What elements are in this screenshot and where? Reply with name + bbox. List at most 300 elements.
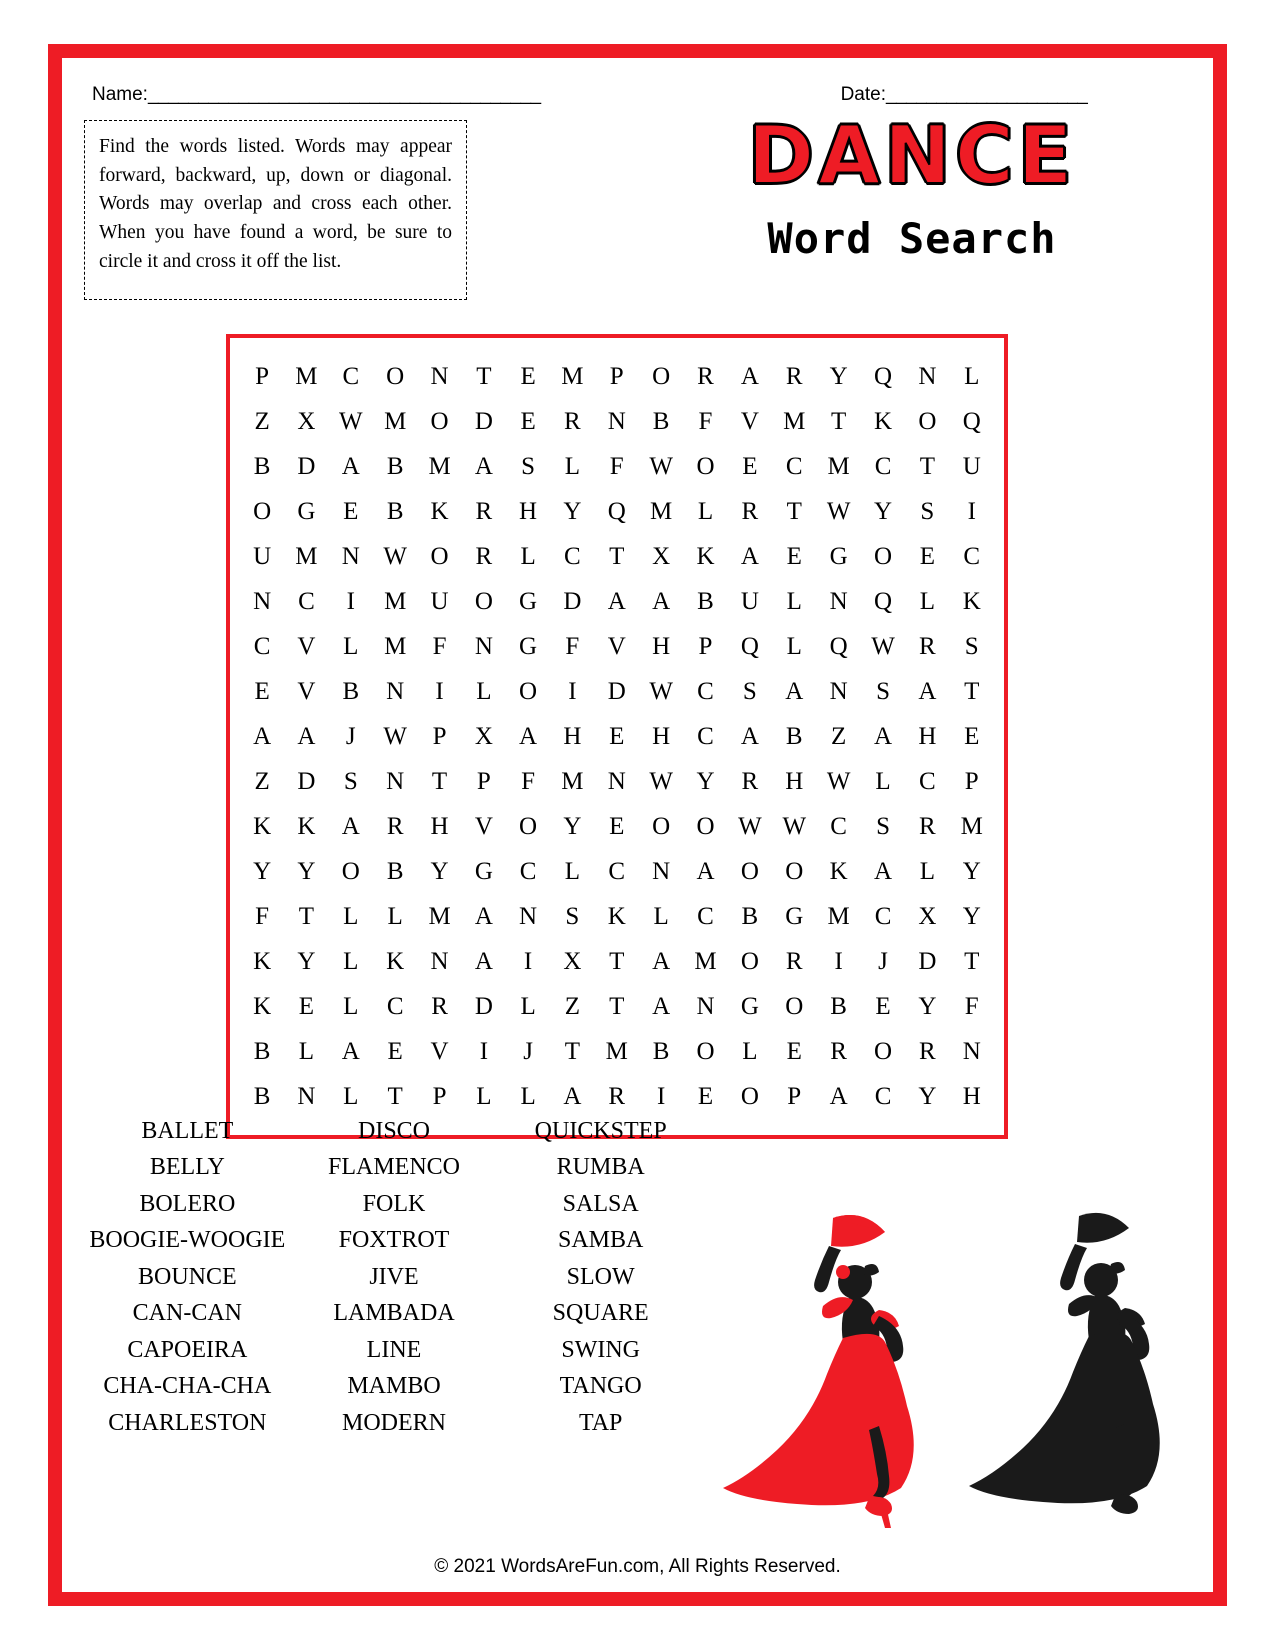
grid-cell[interactable]: Z [254,767,270,795]
grid-cell[interactable]: Y [563,497,582,525]
grid-cell[interactable]: A [519,722,538,750]
grid-cell[interactable]: C [253,632,271,660]
grid-cell[interactable]: Q [829,632,848,660]
grid-cell[interactable]: S [343,767,358,795]
grid-cell[interactable]: A [874,722,893,750]
grid-cell[interactable]: D [474,407,493,435]
grid-cell[interactable]: B [342,677,360,705]
grid-cell[interactable]: G [297,497,316,525]
grid-cell[interactable]: C [608,857,626,885]
grid-cell[interactable]: H [785,767,804,795]
grid-cell[interactable]: A [918,677,937,705]
grid-cell[interactable]: D [607,677,626,705]
word-list-item[interactable]: BOUNCE [138,1263,237,1290]
grid-cell[interactable]: M [428,452,451,480]
grid-cell[interactable]: H [430,812,449,840]
grid-cell[interactable]: W [738,812,762,840]
word-list-item[interactable]: SWING [561,1336,640,1363]
grid-cell[interactable]: K [829,857,848,885]
grid-cell[interactable]: R [785,362,803,390]
grid-cell[interactable]: Y [962,902,981,930]
grid-cell[interactable]: Y [874,497,893,525]
grid-cell[interactable]: F [521,767,536,795]
grid-cell[interactable]: O [386,362,405,390]
word-list-item[interactable]: CHARLESTON [108,1409,267,1436]
grid-cell[interactable]: I [967,497,976,525]
grid-cell[interactable]: T [609,947,625,975]
grid-cell[interactable]: I [656,1082,666,1110]
word-list-item[interactable]: SAMBA [558,1227,644,1254]
grid-cell[interactable]: K [253,812,272,840]
grid-cell[interactable]: R [608,1082,626,1110]
grid-cell[interactable]: Y [253,857,272,885]
grid-cell[interactable]: K [874,407,893,435]
grid-cell[interactable]: P [255,362,270,390]
grid-cell[interactable]: C [697,722,714,750]
grid-cell[interactable]: N [430,947,449,975]
grid-cell[interactable]: L [298,1037,315,1065]
grid-cell[interactable]: Y [297,947,316,975]
grid-cell[interactable]: O [874,1037,893,1065]
grid-cell[interactable]: M [694,947,717,975]
grid-cell[interactable]: Y [563,812,582,840]
grid-cell[interactable]: O [341,857,360,885]
grid-cell[interactable]: T [609,992,625,1020]
grid-cell[interactable]: F [964,992,979,1020]
grid-cell[interactable]: O [696,812,715,840]
grid-cell[interactable]: S [521,452,536,480]
grid-cell[interactable]: C [386,992,404,1020]
grid-cell[interactable]: B [386,497,404,525]
grid-cell[interactable]: Y [696,767,715,795]
grid-cell[interactable]: L [520,542,536,570]
grid-cell[interactable]: V [740,407,759,435]
grid-cell[interactable]: X [474,722,493,750]
grid-cell[interactable]: T [564,1037,581,1065]
grid-cell[interactable]: D [474,992,493,1020]
grid-cell[interactable]: C [697,677,714,705]
grid-cell[interactable]: I [834,947,843,975]
grid-cell[interactable]: S [876,677,890,705]
grid-cell[interactable]: O [740,947,759,975]
grid-cell[interactable]: W [649,767,673,795]
grid-cell[interactable]: B [830,992,847,1020]
grid-cell[interactable]: O [696,1037,715,1065]
grid-cell[interactable]: E [343,497,359,525]
grid-cell[interactable]: X [652,542,671,570]
grid-cell[interactable]: A [341,452,360,480]
grid-cell[interactable]: W [871,632,895,660]
grid-cell[interactable]: A [607,587,626,615]
grid-cell[interactable]: M [561,767,584,795]
grid-cell[interactable]: R [386,812,404,840]
grid-cell[interactable]: E [254,677,270,705]
grid-cell[interactable]: R [475,542,493,570]
word-list-item[interactable]: LAMBADA [333,1300,455,1327]
word-list-item[interactable]: BELLY [149,1154,225,1181]
grid-cell[interactable]: E [919,542,935,570]
grid-cell[interactable]: A [341,1037,360,1065]
grid-cell[interactable]: T [431,767,448,795]
grid-cell[interactable]: P [476,767,491,795]
grid-cell[interactable]: V [430,1037,449,1065]
grid-cell[interactable]: A [785,677,804,705]
grid-cell[interactable]: A [652,587,671,615]
grid-cell[interactable]: O [519,812,538,840]
grid-cell[interactable]: J [878,947,888,975]
grid-cell[interactable]: W [383,542,407,570]
grid-cell[interactable]: A [297,722,316,750]
grid-cell[interactable]: C [874,452,892,480]
grid-cell[interactable]: D [297,452,316,480]
grid-cell[interactable]: L [476,677,492,705]
grid-cell[interactable]: C [697,902,714,930]
grid-cell[interactable]: L [564,857,581,885]
grid-cell[interactable]: B [253,1037,271,1065]
grid-cell[interactable]: S [876,812,890,840]
grid-cell[interactable]: Y [297,857,316,885]
grid-cell[interactable]: L [343,632,359,660]
grid-cell[interactable]: C [342,362,360,390]
grid-cell[interactable]: K [962,587,981,615]
grid-cell[interactable]: N [607,407,626,435]
grid-cell[interactable]: R [564,407,581,435]
grid-cell[interactable]: V [297,677,316,705]
word-list-item[interactable]: CAPOEIRA [127,1336,248,1363]
grid-cell[interactable]: N [386,677,405,705]
grid-cell[interactable]: L [520,992,536,1020]
grid-cell[interactable]: N [962,1037,981,1065]
grid-cell[interactable]: D [563,587,582,615]
grid-cell[interactable]: O [696,452,715,480]
grid-cell[interactable]: L [875,767,891,795]
grid-cell[interactable]: M [783,407,806,435]
grid-cell[interactable]: N [341,542,360,570]
grid-cell[interactable]: Z [564,992,581,1020]
grid-cell[interactable]: H [652,722,671,750]
grid-cell[interactable]: A [253,722,272,750]
grid-cell[interactable]: L [343,992,359,1020]
grid-cell[interactable]: O [874,542,893,570]
grid-cell[interactable]: C [564,542,581,570]
grid-cell[interactable]: M [605,1037,628,1065]
grid-cell[interactable]: L [742,1037,758,1065]
grid-cell[interactable]: A [696,857,715,885]
grid-cell[interactable]: B [386,452,404,480]
grid-cell[interactable]: B [652,407,670,435]
grid-cell[interactable]: L [697,497,714,525]
grid-cell[interactable]: G [740,992,759,1020]
grid-cell[interactable]: R [919,1037,936,1065]
grid-cell[interactable]: E [697,1082,714,1110]
grid-cell[interactable]: C [298,587,315,615]
grid-cell[interactable]: U [253,542,272,570]
grid-cell[interactable]: U [962,452,981,480]
grid-cell[interactable]: Y [829,362,848,390]
grid-cell[interactable]: I [435,677,444,705]
grid-cell[interactable]: T [298,902,315,930]
grid-cell[interactable]: L [343,947,359,975]
name-field[interactable] [92,84,541,106]
grid-cell[interactable]: B [386,857,404,885]
grid-cell[interactable]: E [742,452,758,480]
word-list-item[interactable]: BOLERO [139,1190,236,1217]
grid-cell[interactable]: H [918,722,937,750]
grid-cell[interactable]: P [698,632,713,660]
grid-cell[interactable]: E [520,362,536,390]
grid-cell[interactable]: M [384,407,407,435]
word-list-item[interactable]: QUICKSTEP [534,1118,667,1144]
grid-cell[interactable]: X [918,902,937,930]
grid-cell[interactable]: S [920,497,935,525]
grid-cell[interactable]: E [298,992,315,1020]
date-field[interactable] [841,84,1088,106]
grid-cell[interactable]: T [786,497,802,525]
grid-cell[interactable]: O [918,407,937,435]
grid-cell[interactable]: N [386,767,405,795]
grid-cell[interactable]: L [520,1082,536,1110]
grid-cell[interactable]: D [297,767,316,795]
grid-cell[interactable]: W [383,722,407,750]
grid-cell[interactable]: P [432,722,447,750]
grid-cell[interactable]: Y [962,857,981,885]
grid-cell[interactable]: V [297,632,316,660]
grid-cell[interactable]: N [474,632,493,660]
grid-cell[interactable]: R [697,362,714,390]
grid-cell[interactable]: A [474,452,493,480]
grid-cell[interactable]: Y [430,857,449,885]
grid-cell[interactable]: P [432,1082,447,1110]
grid-cell[interactable]: T [609,542,625,570]
grid-cell[interactable]: N [652,857,671,885]
grid-cell[interactable]: S [742,677,757,705]
grid-cell[interactable]: R [830,1037,847,1065]
grid-cell[interactable]: R [741,767,759,795]
word-list-item[interactable]: TANGO [559,1373,642,1400]
grid-cell[interactable]: X [297,407,316,435]
grid-cell[interactable]: R [741,497,759,525]
grid-cell[interactable]: O [474,587,493,615]
grid-cell[interactable]: P [964,767,979,795]
grid-cell[interactable]: Q [962,407,981,435]
grid-cell[interactable]: O [652,812,671,840]
grid-cell[interactable]: N [829,587,848,615]
grid-cell[interactable]: G [474,857,493,885]
word-list-item[interactable]: DISCO [358,1118,431,1144]
grid-cell[interactable]: N [829,677,848,705]
grid-cell[interactable]: K [253,992,272,1020]
grid-cell[interactable]: O [519,677,538,705]
grid-cell[interactable]: M [428,902,451,930]
grid-cell[interactable]: P [787,1082,802,1110]
grid-cell[interactable]: I [479,1037,489,1065]
grid-cell[interactable]: J [523,1037,533,1065]
word-list-item[interactable]: BALLET [141,1118,234,1144]
grid-cell[interactable]: N [253,587,272,615]
grid-cell[interactable]: R [431,992,448,1020]
grid-cell[interactable]: F [432,632,447,660]
grid-cell[interactable]: A [740,722,759,750]
word-list-item[interactable]: FOXTROT [338,1227,450,1254]
grid-cell[interactable]: U [430,587,449,615]
word-list-item[interactable]: MAMBO [347,1373,441,1400]
grid-cell[interactable]: O [785,992,804,1020]
grid-cell[interactable]: R [919,812,936,840]
grid-cell[interactable]: H [962,1082,981,1110]
grid-cell[interactable]: A [740,542,759,570]
grid-cell[interactable]: R [919,632,936,660]
grid-cell[interactable]: A [474,902,493,930]
grid-cell[interactable]: L [343,1082,359,1110]
word-list-item[interactable]: TAP [578,1409,623,1436]
grid-cell[interactable]: A [829,1082,848,1110]
grid-cell[interactable]: E [875,992,891,1020]
grid-cell[interactable]: U [740,587,759,615]
grid-cell[interactable]: W [782,812,807,840]
grid-cell[interactable]: M [384,587,407,615]
grid-cell[interactable]: P [609,362,624,390]
grid-cell[interactable]: G [785,902,804,930]
grid-cell[interactable]: M [384,632,407,660]
grid-cell[interactable]: M [650,497,673,525]
grid-cell[interactable]: O [430,542,449,570]
grid-cell[interactable]: C [785,452,803,480]
word-search-grid[interactable] [226,334,1008,1139]
grid-cell[interactable]: E [786,542,802,570]
grid-cell[interactable]: N [519,902,538,930]
word-list-item[interactable]: RUMBA [556,1154,645,1181]
grid-cell[interactable]: L [964,362,980,390]
word-list-item[interactable]: CHA-CHA-CHA [103,1373,272,1400]
grid-cell[interactable]: Z [254,407,270,435]
grid-cell[interactable]: I [346,587,355,615]
grid-cell[interactable]: T [964,677,980,705]
grid-cell[interactable]: H [519,497,538,525]
grid-cell[interactable]: D [918,947,937,975]
grid-cell[interactable]: N [297,1082,316,1110]
grid-cell[interactable]: B [697,587,714,615]
word-list-item[interactable]: FOLK [362,1190,426,1217]
grid-cell[interactable]: W [649,452,673,480]
grid-cell[interactable]: Z [831,722,847,750]
grid-cell[interactable]: O [430,407,449,435]
grid-cell[interactable]: Y [918,992,937,1020]
grid-cell[interactable]: F [565,632,580,660]
grid-cell[interactable]: B [253,1082,271,1110]
grid-cell[interactable]: A [341,812,360,840]
grid-cell[interactable]: M [561,362,584,390]
grid-cell[interactable]: M [295,362,318,390]
grid-cell[interactable]: O [740,1082,759,1110]
grid-cell[interactable]: G [519,632,538,660]
grid-cell[interactable]: E [387,1037,403,1065]
grid-cell[interactable]: Y [918,1082,937,1110]
grid-cell[interactable]: Q [740,632,759,660]
word-list-item[interactable]: LINE [366,1336,422,1363]
grid-cell[interactable]: L [387,902,403,930]
grid-cell[interactable]: O [740,857,759,885]
grid-cell[interactable]: F [255,902,270,930]
word-list-item[interactable]: SLOW [566,1263,635,1290]
grid-cell[interactable]: H [563,722,582,750]
grid-cell[interactable]: Q [874,587,893,615]
grid-cell[interactable]: T [831,407,847,435]
grid-cell[interactable]: B [253,452,271,480]
grid-cell[interactable]: S [565,902,580,930]
grid-cell[interactable]: O [652,362,671,390]
grid-cell[interactable]: W [649,677,673,705]
grid-cell[interactable]: B [652,1037,670,1065]
word-list-item[interactable]: JIVE [369,1263,419,1290]
grid-cell[interactable]: X [563,947,582,975]
grid-cell[interactable]: K [386,947,405,975]
grid-cell[interactable]: E [964,722,980,750]
grid-cell[interactable]: L [476,1082,492,1110]
grid-cell[interactable]: C [830,812,847,840]
grid-cell[interactable]: L [343,902,359,930]
grid-cell[interactable]: K [430,497,449,525]
grid-cell[interactable]: Q [607,497,626,525]
grid-cell[interactable]: E [609,722,625,750]
grid-cell[interactable]: L [564,452,581,480]
grid-cell[interactable]: A [563,1082,582,1110]
word-list-item[interactable]: BOOGIE-WOOGIE [89,1227,286,1254]
grid-cell[interactable]: O [253,497,272,525]
grid-cell[interactable]: G [519,587,538,615]
word-list-item[interactable]: FLAMENCO [328,1154,461,1181]
grid-cell[interactable]: A [474,947,493,975]
grid-cell[interactable]: E [520,407,536,435]
grid-cell[interactable]: C [963,542,981,570]
grid-cell[interactable]: M [827,452,850,480]
grid-cell[interactable]: L [919,587,935,615]
grid-cell[interactable]: F [698,407,713,435]
grid-cell[interactable]: T [919,452,935,480]
grid-cell[interactable]: T [964,947,980,975]
grid-cell[interactable]: V [474,812,493,840]
grid-cell[interactable]: K [696,542,715,570]
grid-cell[interactable]: N [430,362,449,390]
grid-cell[interactable]: K [297,812,316,840]
grid-cell[interactable]: S [964,632,979,660]
grid-cell[interactable]: V [607,632,626,660]
grid-cell[interactable]: A [874,857,893,885]
grid-cell[interactable]: G [829,542,848,570]
grid-cell[interactable]: B [741,902,759,930]
grid-cell[interactable]: M [960,812,983,840]
grid-cell[interactable]: C [874,902,892,930]
grid-cell[interactable]: T [387,1082,403,1110]
grid-cell[interactable]: M [295,542,318,570]
grid-cell[interactable]: L [653,902,669,930]
grid-cell[interactable]: H [652,632,671,660]
grid-cell[interactable]: L [786,587,802,615]
grid-cell[interactable]: O [785,857,804,885]
grid-cell[interactable]: W [826,497,851,525]
grid-cell[interactable]: T [476,362,492,390]
word-list-item[interactable]: SQUARE [552,1300,649,1327]
grid-cell[interactable]: F [609,452,624,480]
grid-cell[interactable]: M [827,902,850,930]
grid-cell[interactable]: N [696,992,715,1020]
grid-cell[interactable]: E [609,812,625,840]
grid-cell[interactable]: K [607,902,626,930]
grid-cell[interactable]: C [919,767,936,795]
grid-cell[interactable]: K [253,947,272,975]
word-list-item[interactable]: SALSA [562,1190,639,1217]
grid-cell[interactable]: I [568,677,577,705]
grid-cell[interactable]: R [475,497,493,525]
